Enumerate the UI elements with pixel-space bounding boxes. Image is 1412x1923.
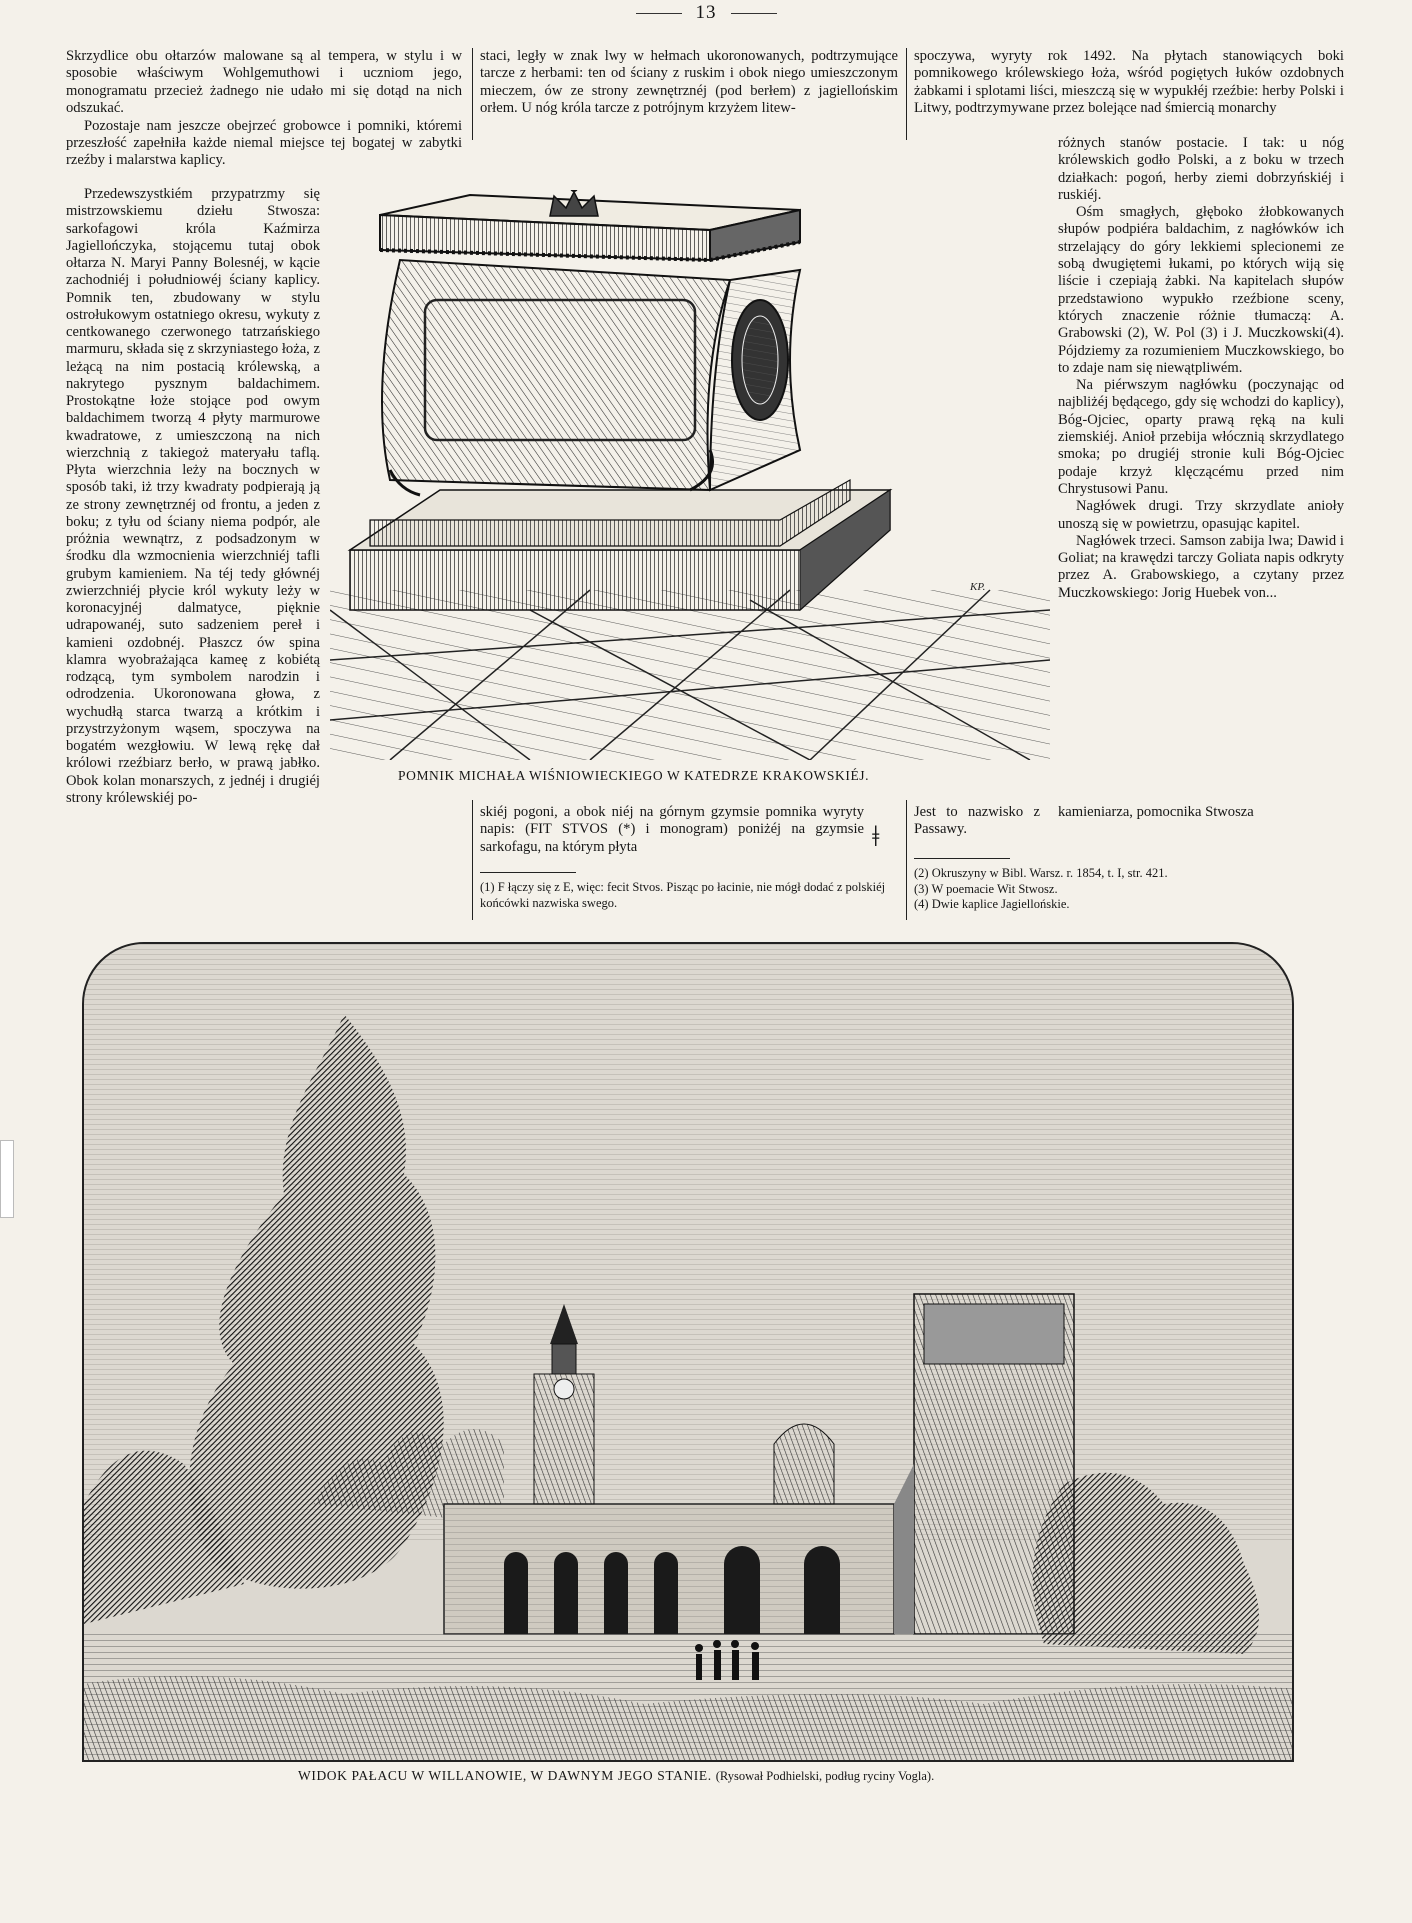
page-number: 13 [0, 2, 1412, 24]
paragraph: staci, legły w znak lwy w hełmach ukoronowanych, podtrzymujące tarcze z herbami: ten od ściany z ruskim i obok niego umieszczonym mieczem, ów ze strony zewnętrznéj (pod berłem) z jagiellońskim orłem. U nóg króla tarcze z potrójnym krzyżem litew- [480, 48, 898, 117]
jest-to-column [914, 804, 1040, 839]
paragraph: Jest to nazwisko z Passawy. [914, 804, 1040, 838]
scan-edge-mark [0, 1140, 14, 1218]
column-rule [906, 800, 907, 920]
paragraph: Skrzydlice obu ołtarzów malowane są al tempera, w stylu i w sposobie właściwym Wohlgemuthowi i uczniom jego, monogramatu przecież żadnego nie udało mi się dotąd na nich odszukać. [66, 48, 462, 117]
right-column-narrow [1058, 135, 1344, 602]
footnote-rule [914, 858, 1010, 859]
paragraph: Nagłówek drugi. Trzy skrzydlate anioły unoszą się w powietrzu, opasując kapitel. [1058, 498, 1344, 532]
middle-column-bottom [480, 804, 864, 856]
paragraph: Ośm smagłych, głęboko żłobkowanych słupów podpiéra baldachim, z nagłówków ich strzelający do góry lekkiemi splecionemi ze sobą dwugiętemi łukami, po których wiją się liście i czepiają żabki. Na kapitelach słupów przedstawiono wypukło rzeźbione sceny, których znaczenie różnie tłumaczą: A. Grabowski (2), W. Pol (3) i J. Muczkowski(4). Pójdziemy za rozumieniem Muczkowskiego, bo to zdaje nam się niewątpliwém. [1058, 204, 1344, 376]
footnote: (1) F łączy się z E, więc: fecit Stvos. Pisząc po łacinie, nie mógł dodać z polskiéj końcówki nazwiska swego. [480, 880, 886, 910]
monogram-glyph: ǂ [872, 820, 880, 853]
footnote-line: (3) W poemacie Wit Stwosz. [914, 881, 1058, 896]
left-column-top [66, 48, 462, 170]
palace-caption-main: WIDOK PAŁACU W WILLANOWIE, W DAWNYM JEGO STANIE. [298, 1768, 712, 1783]
engraver-signature: KP. [970, 581, 986, 593]
sarcophagus-body [382, 260, 800, 495]
sarcophagus-caption: POMNIK MICHAŁA WIŚNIOWIECKIEGO W KATEDRZE KRAKOWSKIÉJ. [398, 768, 870, 783]
paragraph: Na piérwszym nagłówku (poczynając od najbliżéj będącego, gdy się wchodzi do kaplicy), Bóg-Ojciec, oparty prawą ręką na kuli ziemskiéj. Anioł przebija włócznią skrzydlatego smoka; po drugiéj stronie kuli Bóg-Ojciec podaje krzyż klęczącému przed nim Chrystusowi Panu. [1058, 377, 1344, 497]
right-column-top [914, 48, 1344, 118]
column-rule [472, 800, 473, 920]
palace-engraving [82, 942, 1294, 1762]
floor-tiles [330, 590, 1050, 760]
column-rule [472, 48, 473, 140]
footnote-line: (2) Okruszyny w Bibl. Warsz. r. 1854, t. I, str. 421. [914, 866, 1168, 880]
paragraph: skiéj pogoni, a obok niéj na górnym gzymsie pomnika wyryty napis: (FIT STVOS (*) i monogram) poniżéj na gzymsie sarkofagu, na którym płyta [480, 804, 864, 855]
paragraph: spoczywa, wyryty rok 1492. Na płytach stanowiących boki pomnikowego królewskiego łoża, wśród pogiętych łuków ozdobnych żabkami i splotami liści, mieszczą się w wypukłéj rzeźbie: herby Polski i Litwy, podtrzymywane przez bolejące nad śmiercią monarchy [914, 48, 1344, 117]
middle-column-top [480, 48, 898, 118]
left-column-narrow [66, 186, 320, 807]
column-rule [906, 48, 907, 140]
footnote [914, 866, 1344, 913]
palace-caption-credit: (Rysował Podhielski, podług ryciny Vogla). [715, 1769, 935, 1783]
crown-icon [550, 190, 598, 216]
paragraph: Pozostaje nam jeszcze obejrzeć grobowce i pomniki, któremi przeszłość zapełniła każde niemal miejsce tej bogatej w zabytki rzeźby i malarstwa kaplicy. [66, 117, 462, 169]
paragraph: różnych stanów postacie. I tak: u nóg królewskich godło Polski, a z boku w trzech działkach: pogoń, herby ziemi dobrzyńskiéj i ruskiéj. [1058, 135, 1344, 203]
footnote-line: (4) Dwie kaplice Jagiellońskie. [914, 897, 1070, 911]
paragraph: kamieniarza, pomocnika Stwosza [1058, 804, 1254, 820]
plinth [350, 480, 890, 610]
palace-caption [298, 1768, 934, 1784]
paragraph: Nagłówek trzeci. Samson zabija lwa; Dawid i Goliat; na krawędzi tarczy Goliata napis odkryty przez A. Grabowskiego, a czytany przez Muczkowskiego: Jorig Huebek von... [1058, 532, 1344, 601]
right-column-bottom [1058, 804, 1344, 821]
paragraph: Przedewszystkiém przypatrzmy się mistrzowskiemu dziełu Stwosza: sarkofagowi króla Kaźmirza Jagiellończyka, stojącemu tutaj obok ołtarza N. Maryi Panny Bolesnéj, w kącie zachodniéj i południowéj ściany kaplicy. Pomnik ten, zbudowany w stylu ostrołukowym ostatniego okresu, wykuty z centkowanego czerwonego tatrzańskiego marmuru, składa się z skrzyniastego łoża, z leżącą na nim postacią królewską, a nakrytego pysznym baldachimem. Prostokątne łoże stojące pod owym baldachimem tworzą 4 płyty marmurowe kwadratowe, z umieszczoną na nich wierzchnią z takiegoż materyału taflą. Płyta wierzchnia leży na bocznych w sposób taki, iż trzy kwadraty podpierają ją ze strony zewnętrznéj od frontu, a jeden z boku; z tyłu od ściany niema podpór, ale próżnia wewnątrz, z podsadzonym w środku dla wzmocnienia wierzchniéj tafli grubym kamieniem. Na téj tedy głównéj zwierzchniéj płycie król wykuty leży w koronacyjnéj dalmatyce, pięknie udrapowanéj, suto sadzeniem pereł i kamieni ozdobnéj. Płaszcz ów spina klamra wyobrażająca kameę z kobiétą rodzącą, tym symbolem narodzin i odrodzenia. Ukoronowana głowa, z wychudłą starca twarzą a krótkim i przystrzyżonym wąsem, spoczywa na bogatém wezgłowiu. W lewą rękę dał królowi rzeźbiarz berło, w prawą jabłko. Obok kolan monarszych, z jednéj i drugiéj strony królewskiéj po- [66, 186, 320, 806]
footnote-rule [480, 872, 576, 873]
sarcophagus-engraving [330, 190, 1050, 760]
